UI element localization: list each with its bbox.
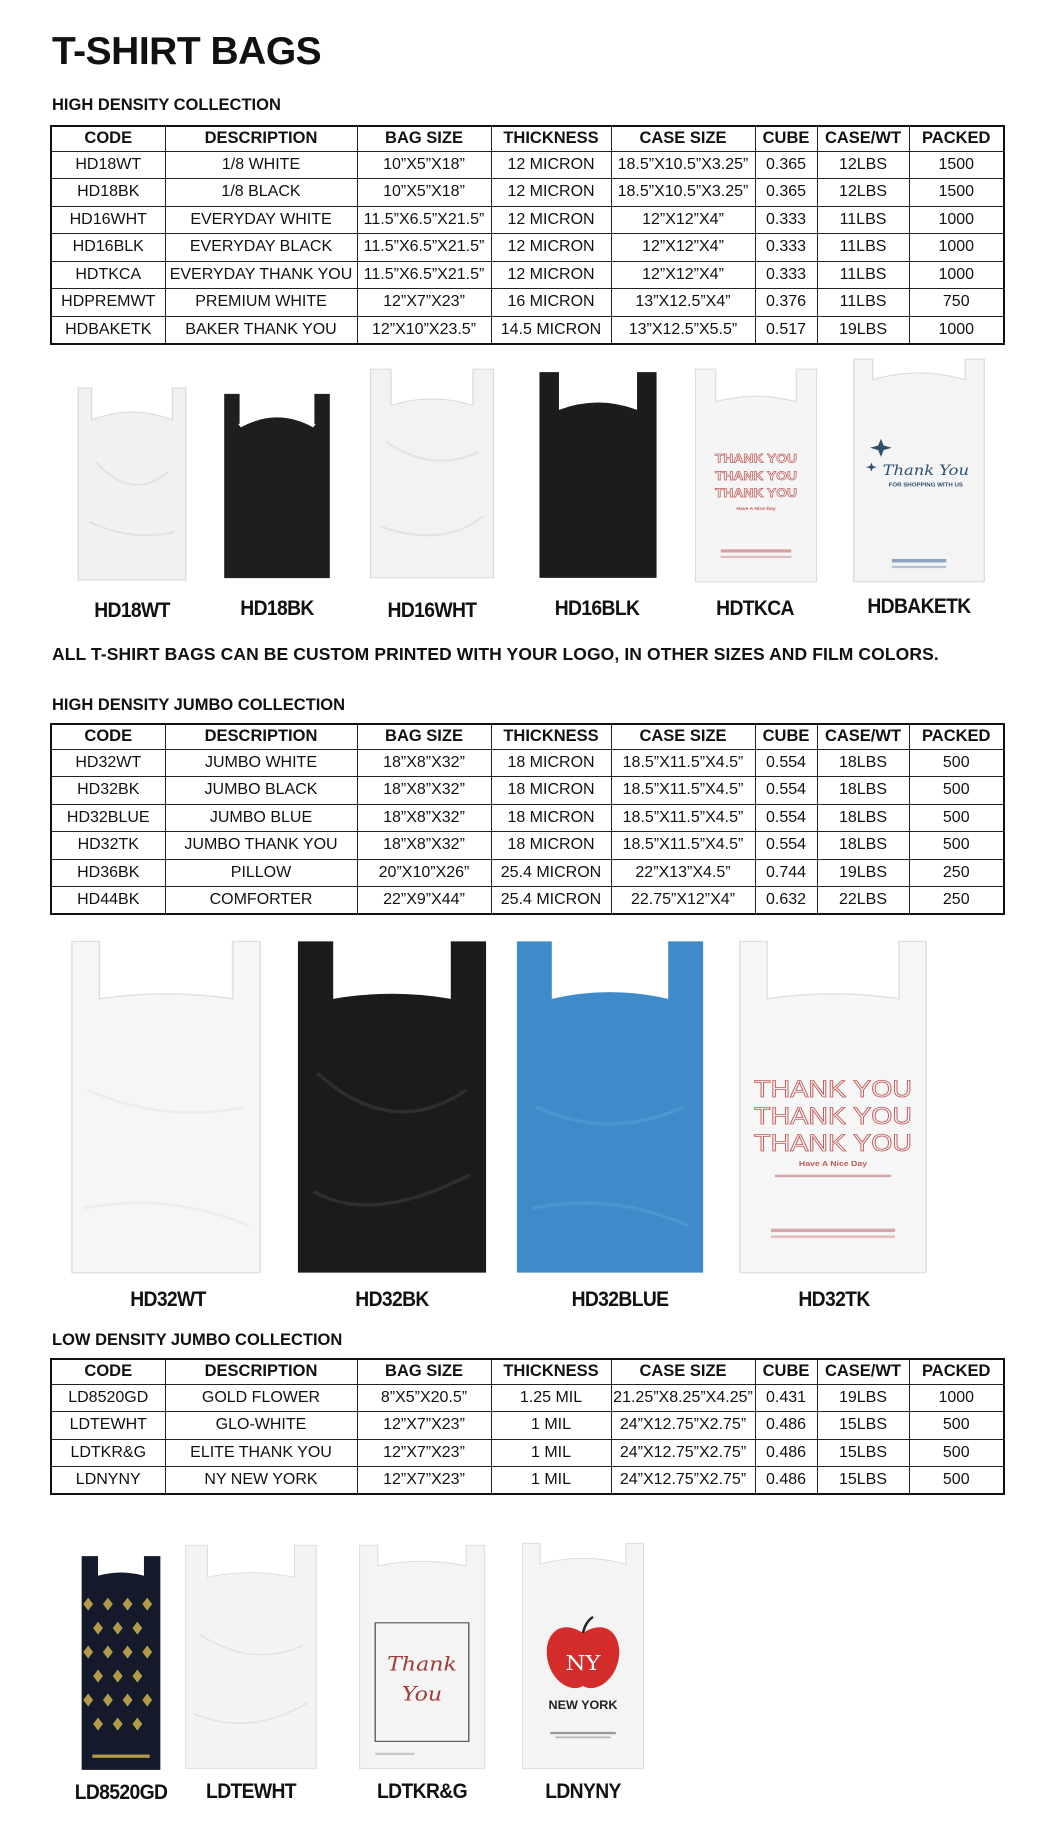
cell-packed: 500 — [909, 1412, 1004, 1440]
cell-case-wt: 11LBS — [817, 234, 909, 262]
cell-case-size: 22”X13”X4.5” — [611, 859, 755, 887]
bag-label-hd16blk: HD16BLK — [554, 597, 640, 620]
table-row — [51, 316, 1004, 344]
cell-code: HD36BK — [51, 859, 165, 887]
cell-thickness: 1 MIL — [491, 1467, 611, 1495]
cell-thickness: 12 MICRON — [491, 151, 611, 179]
bag-image-hd18wt — [76, 382, 188, 582]
col-header-description: DESCRIPTION — [165, 126, 357, 151]
cell-thickness: 18 MICRON — [491, 749, 611, 777]
bag-label-hd18wt: HD18WT — [94, 599, 170, 622]
cell-cube: 0.365 — [755, 179, 817, 207]
table-row — [51, 234, 1004, 262]
svg-text:Thank You: Thank You — [882, 462, 969, 479]
cell-thickness: 1 MIL — [491, 1412, 611, 1440]
cell-description: JUMBO BLUE — [165, 804, 357, 832]
cell-thickness: 1 MIL — [491, 1439, 611, 1467]
bag-image-hd16blk — [537, 370, 659, 580]
cell-cube: 0.365 — [755, 151, 817, 179]
section-title-ld-jumbo: LOW DENSITY JUMBO COLLECTION — [52, 1331, 343, 1349]
col-header-description: DESCRIPTION — [165, 724, 357, 749]
cell-thickness: 25.4 MICRON — [491, 887, 611, 915]
cell-packed: 500 — [909, 749, 1004, 777]
cell-packed: 1000 — [909, 1384, 1004, 1412]
cell-code: LD8520GD — [51, 1384, 165, 1412]
cell-cube: 0.554 — [755, 777, 817, 805]
cell-case-size: 18.5”X10.5”X3.25” — [611, 179, 755, 207]
bag-image-hd32bk — [294, 938, 490, 1276]
svg-text:You: You — [401, 1682, 443, 1705]
cell-bag-size: 8”X5”X20.5” — [357, 1384, 491, 1412]
table-header-row — [51, 724, 1004, 749]
cell-cube: 0.632 — [755, 887, 817, 915]
cell-case-wt: 19LBS — [817, 1384, 909, 1412]
cell-code: HDBAKETK — [51, 316, 165, 344]
bag-label-ldtewht: LDTEWHT — [206, 1780, 296, 1803]
cell-bag-size: 12”X7”X23” — [357, 289, 491, 317]
bag-label-hd18bk: HD18BK — [240, 597, 314, 620]
cell-code: HD18BK — [51, 179, 165, 207]
cell-case-wt: 22LBS — [817, 887, 909, 915]
cell-thickness: 12 MICRON — [491, 179, 611, 207]
col-header-case-wt: CASE/WT — [817, 724, 909, 749]
cell-description: 1/8 WHITE — [165, 151, 357, 179]
cell-code: LDTEWHT — [51, 1412, 165, 1440]
table-row — [51, 179, 1004, 207]
page-title: T-SHIRT BAGS — [52, 30, 322, 73]
bag-label-ld8520gd: LD8520GD — [74, 1781, 168, 1804]
bag-image-ld8520gd — [80, 1554, 162, 1772]
cell-case-wt: 11LBS — [817, 261, 909, 289]
cell-code: HD16BLK — [51, 234, 165, 262]
col-header-thickness: THICKNESS — [491, 724, 611, 749]
cell-packed: 500 — [909, 1439, 1004, 1467]
cell-case-wt: 11LBS — [817, 289, 909, 317]
cell-bag-size: 18”X8”X32” — [357, 777, 491, 805]
cell-case-wt: 18LBS — [817, 832, 909, 860]
cell-case-size: 22.75”X12”X4” — [611, 887, 755, 915]
cell-cube: 0.333 — [755, 206, 817, 234]
bag-image-hd18bk — [222, 392, 332, 580]
table-row — [51, 1439, 1004, 1467]
cell-case-size: 18.5”X11.5”X4.5” — [611, 749, 755, 777]
col-header-thickness: THICKNESS — [491, 126, 611, 151]
cell-bag-size: 12”X10”X23.5” — [357, 316, 491, 344]
col-header-packed: PACKED — [909, 126, 1004, 151]
bag-label-hd32blue: HD32BLUE — [571, 1288, 669, 1311]
cell-case-wt: 19LBS — [817, 859, 909, 887]
svg-text:Have A Nice Day: Have A Nice Day — [798, 1159, 868, 1169]
cell-thickness: 12 MICRON — [491, 234, 611, 262]
table-row — [51, 1384, 1004, 1412]
table-row — [51, 777, 1004, 805]
cell-cube: 0.486 — [755, 1467, 817, 1495]
cell-code: HD44BK — [51, 887, 165, 915]
col-header-case-wt: CASE/WT — [817, 1359, 909, 1384]
cell-description: JUMBO WHITE — [165, 749, 357, 777]
cell-description: COMFORTER — [165, 887, 357, 915]
bag-image-hd16wht — [368, 367, 496, 580]
ld-jumbo-table — [50, 1358, 1005, 1495]
cell-bag-size: 12”X7”X23” — [357, 1439, 491, 1467]
cell-bag-size: 18”X8”X32” — [357, 749, 491, 777]
cell-case-size: 12”X12”X4” — [611, 234, 755, 262]
cell-packed: 1000 — [909, 261, 1004, 289]
cell-bag-size: 22”X9”X44” — [357, 887, 491, 915]
cell-cube: 0.376 — [755, 289, 817, 317]
cell-packed: 500 — [909, 777, 1004, 805]
bag-image-hd32tk — [736, 938, 930, 1276]
cell-case-size: 13”X12.5”X4” — [611, 289, 755, 317]
cell-case-size: 12”X12”X4” — [611, 206, 755, 234]
cell-code: HD18WT — [51, 151, 165, 179]
cell-case-size: 18.5”X10.5”X3.25” — [611, 151, 755, 179]
col-header-cube: CUBE — [755, 1359, 817, 1384]
cell-case-size: 24”X12.75”X2.75” — [611, 1412, 755, 1440]
table-header-row — [51, 126, 1004, 151]
cell-case-wt: 11LBS — [817, 206, 909, 234]
col-header-code: CODE — [51, 1359, 165, 1384]
cell-packed: 1500 — [909, 179, 1004, 207]
bag-image-ldtkrg — [357, 1543, 487, 1771]
bag-label-ldtkrg: LDTKR&G — [377, 1780, 467, 1803]
cell-code: HDPREMWT — [51, 289, 165, 317]
svg-text:Thank: Thank — [387, 1652, 457, 1676]
cell-bag-size: 12”X7”X23” — [357, 1467, 491, 1495]
svg-text:Have A Nice Day: Have A Nice Day — [736, 506, 776, 512]
bag-label-hd32bk: HD32BK — [355, 1288, 429, 1311]
cell-description: GOLD FLOWER — [165, 1384, 357, 1412]
cell-description: EVERYDAY BLACK — [165, 234, 357, 262]
table-row — [51, 206, 1004, 234]
cell-cube: 0.333 — [755, 261, 817, 289]
cell-thickness: 18 MICRON — [491, 777, 611, 805]
cell-case-size: 13”X12.5”X5.5” — [611, 316, 755, 344]
cell-case-wt: 12LBS — [817, 179, 909, 207]
cell-packed: 500 — [909, 804, 1004, 832]
cell-case-wt: 18LBS — [817, 804, 909, 832]
bag-image-ldnyny — [520, 1541, 646, 1771]
svg-text:THANK YOU: THANK YOU — [754, 1103, 912, 1130]
cell-code: HD16WHT — [51, 206, 165, 234]
cell-packed: 500 — [909, 832, 1004, 860]
table-row — [51, 859, 1004, 887]
bag-label-hd16wht: HD16WHT — [387, 599, 477, 622]
bag-label-hd32wt: HD32WT — [130, 1288, 206, 1311]
cell-case-wt: 19LBS — [817, 316, 909, 344]
cell-cube: 0.486 — [755, 1412, 817, 1440]
cell-bag-size: 10”X5”X18” — [357, 179, 491, 207]
cell-bag-size: 18”X8”X32” — [357, 832, 491, 860]
col-header-case-size: CASE SIZE — [611, 126, 755, 151]
cell-description: ELITE THANK YOU — [165, 1439, 357, 1467]
cell-thickness: 12 MICRON — [491, 206, 611, 234]
cell-cube: 0.744 — [755, 859, 817, 887]
cell-description: JUMBO THANK YOU — [165, 832, 357, 860]
bag-image-hdtkca — [693, 367, 819, 584]
cell-packed: 500 — [909, 1467, 1004, 1495]
cell-description: EVERYDAY THANK YOU — [165, 261, 357, 289]
cell-bag-size: 11.5”X6.5”X21.5” — [357, 234, 491, 262]
cell-packed: 1000 — [909, 206, 1004, 234]
bag-image-hd32blue — [513, 938, 707, 1276]
cell-case-wt: 15LBS — [817, 1412, 909, 1440]
cell-packed: 250 — [909, 859, 1004, 887]
svg-text:THANK YOU: THANK YOU — [714, 451, 798, 466]
cell-cube: 0.554 — [755, 804, 817, 832]
cell-description: BAKER THANK YOU — [165, 316, 357, 344]
svg-text:NEW YORK: NEW YORK — [548, 1698, 618, 1712]
col-header-code: CODE — [51, 724, 165, 749]
cell-code: HD32TK — [51, 832, 165, 860]
svg-text:FOR SHOPPING WITH US: FOR SHOPPING WITH US — [888, 482, 963, 489]
bag-label-hdtkca: HDTKCA — [716, 597, 794, 620]
cell-thickness: 12 MICRON — [491, 261, 611, 289]
cell-code: HD32BLUE — [51, 804, 165, 832]
bag-image-ldtewht — [183, 1543, 319, 1771]
cell-case-size: 18.5”X11.5”X4.5” — [611, 832, 755, 860]
cell-description: JUMBO BLACK — [165, 777, 357, 805]
col-header-bag-size: BAG SIZE — [357, 1359, 491, 1384]
cell-code: HD32WT — [51, 749, 165, 777]
svg-text:THANK YOU: THANK YOU — [714, 486, 798, 500]
cell-cube: 0.554 — [755, 749, 817, 777]
table-row — [51, 804, 1004, 832]
cell-description: PILLOW — [165, 859, 357, 887]
cell-case-size: 24”X12.75”X2.75” — [611, 1467, 755, 1495]
cell-packed: 750 — [909, 289, 1004, 317]
col-header-code: CODE — [51, 126, 165, 151]
cell-packed: 1000 — [909, 316, 1004, 344]
table-row — [51, 1467, 1004, 1495]
col-header-thickness: THICKNESS — [491, 1359, 611, 1384]
col-header-cube: CUBE — [755, 126, 817, 151]
cell-bag-size: 11.5”X6.5”X21.5” — [357, 261, 491, 289]
cell-packed: 1500 — [909, 151, 1004, 179]
cell-packed: 250 — [909, 887, 1004, 915]
cell-case-size: 21.25”X8.25”X4.25” — [611, 1384, 755, 1412]
col-header-bag-size: BAG SIZE — [357, 126, 491, 151]
cell-case-wt: 18LBS — [817, 777, 909, 805]
table-row — [51, 289, 1004, 317]
table-row — [51, 261, 1004, 289]
svg-text:NY: NY — [565, 1651, 601, 1676]
bag-label-hd32tk: HD32TK — [798, 1288, 870, 1311]
col-header-cube: CUBE — [755, 724, 817, 749]
section-title-high-density: HIGH DENSITY COLLECTION — [52, 96, 281, 114]
col-header-description: DESCRIPTION — [165, 1359, 357, 1384]
bag-label-ldnyny: LDNYNY — [545, 1780, 621, 1803]
cell-bag-size: 18”X8”X32” — [357, 804, 491, 832]
cell-cube: 0.333 — [755, 234, 817, 262]
table-row — [51, 151, 1004, 179]
table-row — [51, 887, 1004, 915]
table-header-row — [51, 1359, 1004, 1384]
svg-text:THANK YOU: THANK YOU — [754, 1130, 912, 1157]
table-row — [51, 832, 1004, 860]
cell-description: EVERYDAY WHITE — [165, 206, 357, 234]
cell-description: GLO-WHITE — [165, 1412, 357, 1440]
custom-print-note: ALL T-SHIRT BAGS CAN BE CUSTOM PRINTED WITH YOUR LOGO, IN OTHER SIZES AND FILM COLORS. — [52, 644, 939, 664]
cell-cube: 0.517 — [755, 316, 817, 344]
cell-case-wt: 15LBS — [817, 1439, 909, 1467]
cell-thickness: 18 MICRON — [491, 804, 611, 832]
cell-thickness: 1.25 MIL — [491, 1384, 611, 1412]
section-title-hd-jumbo: HIGH DENSITY JUMBO COLLECTION — [52, 696, 346, 714]
col-header-packed: PACKED — [909, 1359, 1004, 1384]
cell-bag-size: 11.5”X6.5”X21.5” — [357, 206, 491, 234]
cell-code: LDTKR&G — [51, 1439, 165, 1467]
cell-case-size: 18.5”X11.5”X4.5” — [611, 804, 755, 832]
cell-thickness: 18 MICRON — [491, 832, 611, 860]
col-header-packed: PACKED — [909, 724, 1004, 749]
cell-code: LDNYNY — [51, 1467, 165, 1495]
bag-image-hdbaketk — [851, 357, 987, 584]
cell-description: NY NEW YORK — [165, 1467, 357, 1495]
table-row — [51, 749, 1004, 777]
bag-image-hd32wt — [68, 938, 264, 1276]
col-header-case-size: CASE SIZE — [611, 1359, 755, 1384]
cell-bag-size: 20”X10”X26” — [357, 859, 491, 887]
cell-code: HDTKCA — [51, 261, 165, 289]
cell-description: 1/8 BLACK — [165, 179, 357, 207]
cell-thickness: 14.5 MICRON — [491, 316, 611, 344]
cell-cube: 0.554 — [755, 832, 817, 860]
col-header-case-wt: CASE/WT — [817, 126, 909, 151]
cell-bag-size: 12”X7”X23” — [357, 1412, 491, 1440]
cell-code: HD32BK — [51, 777, 165, 805]
cell-case-size: 18.5”X11.5”X4.5” — [611, 777, 755, 805]
cell-bag-size: 10”X5”X18” — [357, 151, 491, 179]
svg-text:THANK YOU: THANK YOU — [714, 468, 798, 483]
table-row — [51, 1412, 1004, 1440]
svg-text:THANK YOU: THANK YOU — [754, 1076, 912, 1103]
cell-cube: 0.486 — [755, 1439, 817, 1467]
cell-case-wt: 12LBS — [817, 151, 909, 179]
col-header-case-size: CASE SIZE — [611, 724, 755, 749]
cell-description: PREMIUM WHITE — [165, 289, 357, 317]
cell-cube: 0.431 — [755, 1384, 817, 1412]
hd-jumbo-table — [50, 723, 1005, 915]
col-header-bag-size: BAG SIZE — [357, 724, 491, 749]
high-density-table — [50, 125, 1005, 345]
cell-thickness: 16 MICRON — [491, 289, 611, 317]
cell-case-wt: 18LBS — [817, 749, 909, 777]
cell-case-wt: 15LBS — [817, 1467, 909, 1495]
cell-packed: 1000 — [909, 234, 1004, 262]
cell-case-size: 12”X12”X4” — [611, 261, 755, 289]
cell-case-size: 24”X12.75”X2.75” — [611, 1439, 755, 1467]
bag-label-hdbaketk: HDBAKETK — [867, 595, 971, 618]
cell-thickness: 25.4 MICRON — [491, 859, 611, 887]
